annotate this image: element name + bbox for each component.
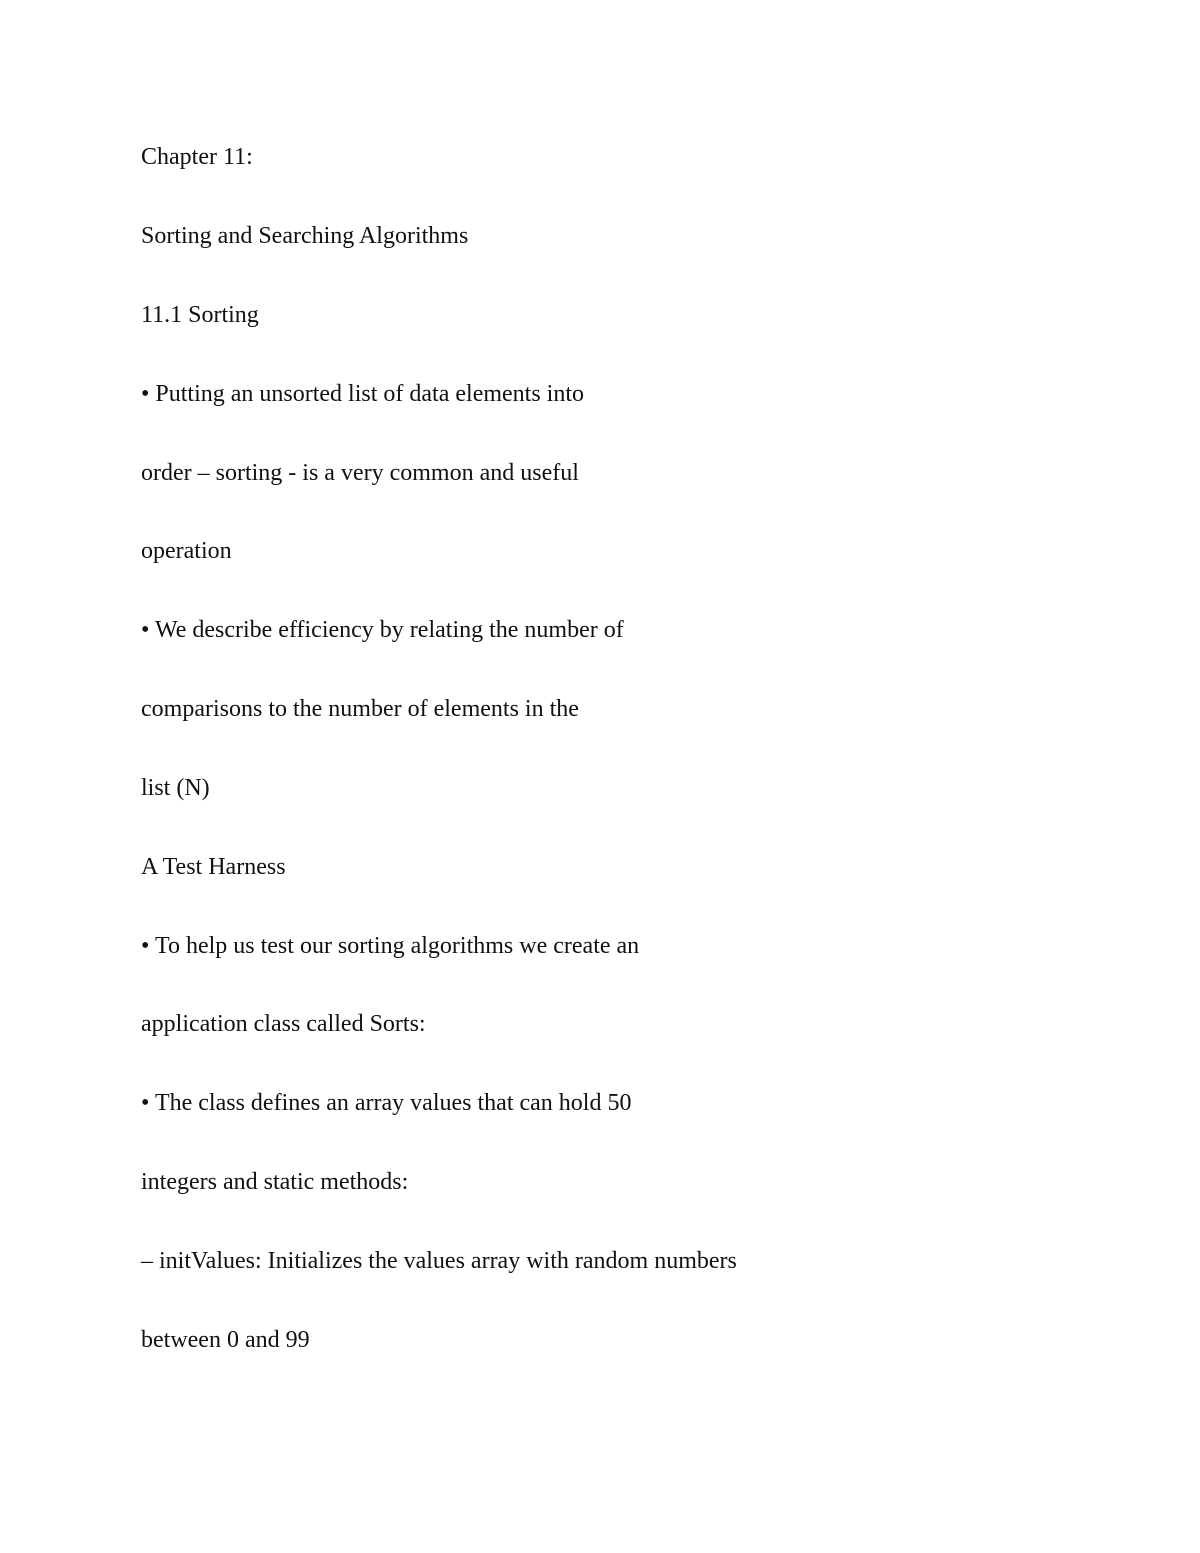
text-line: integers and static methods: — [141, 1169, 409, 1195]
text-line: • To help us test our sorting algorithms we create an — [141, 933, 640, 959]
text-line: • The class defines an array values that can hold 50 — [141, 1090, 632, 1116]
text-line: • Putting an unsorted list of data elements into — [141, 381, 585, 407]
text-line: between 0 and 99 — [141, 1327, 310, 1353]
text-line: order – sorting - is a very common and useful — [141, 460, 579, 486]
chapter-heading: Chapter 11: — [141, 144, 253, 170]
subsection-heading: A Test Harness — [141, 854, 286, 880]
text-line: – initValues: Initializes the values array with random numbers — [141, 1248, 737, 1274]
section-heading: 11.1 Sorting — [141, 302, 259, 328]
text-line: comparisons to the number of elements in the — [141, 696, 579, 722]
text-line: operation — [141, 538, 232, 564]
text-line: list (N) — [141, 775, 210, 801]
text-line: application class called Sorts: — [141, 1011, 426, 1037]
chapter-title: Sorting and Searching Algorithms — [141, 223, 469, 249]
text-line: • We describe efficiency by relating the number of — [141, 617, 624, 643]
